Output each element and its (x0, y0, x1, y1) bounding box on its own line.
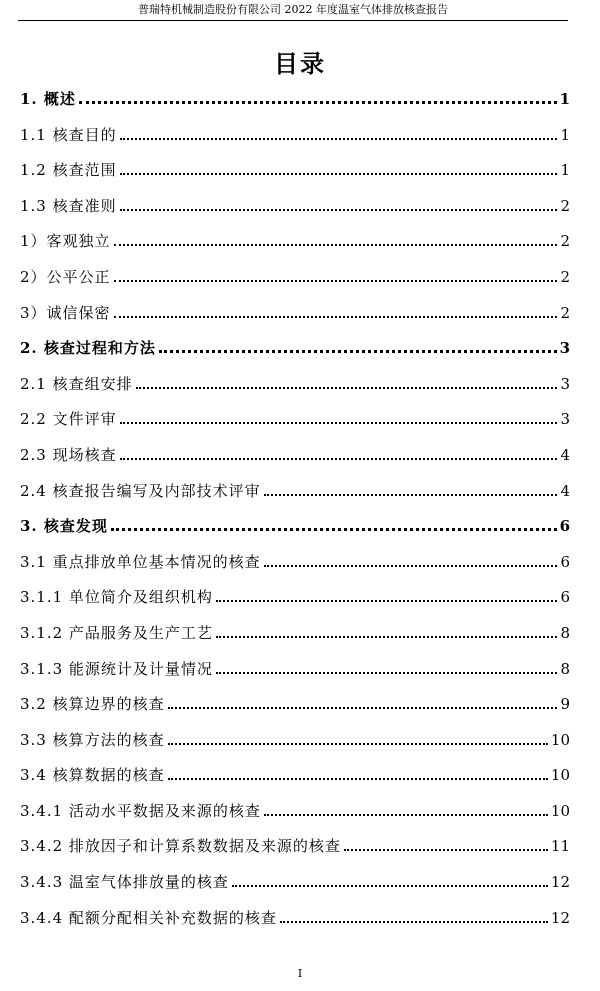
toc-entry[interactable] (20, 408, 570, 444)
toc-dot-leader (114, 232, 558, 246)
toc-entry-label: 3.1 重点排放单位基本情况的核查 (20, 552, 261, 571)
toc-entry-page: 4 (560, 445, 570, 464)
page-header: 普瑞特机械制造股份有限公司 2022 年度温室气体排放核查报告 (18, 3, 568, 21)
toc-entry-page: 10 (550, 730, 570, 749)
toc-entry[interactable] (20, 551, 570, 587)
toc-dot-leader (264, 482, 558, 496)
toc-dot-leader (264, 553, 558, 567)
toc-dot-leader (216, 624, 558, 638)
toc-dot-leader (114, 304, 558, 318)
toc-entry-page: 6 (560, 552, 570, 571)
toc-dot-leader (120, 446, 558, 460)
toc-entry[interactable] (20, 444, 570, 480)
toc-dot-leader (159, 338, 557, 353)
toc-entry-page: 2 (560, 267, 570, 286)
toc-entry[interactable] (20, 230, 570, 266)
toc-entry-label: 3. 核查发现 (20, 517, 108, 536)
toc-entry-label: 1.2 核查范围 (20, 161, 117, 180)
table-of-contents (20, 88, 570, 942)
toc-entry-page: 2 (560, 196, 570, 215)
toc-entry-page: 8 (560, 623, 570, 642)
toc-entry-label: 3.4.2 排放因子和计算系数数据及来源的核查 (20, 837, 341, 856)
toc-dot-leader (120, 197, 558, 211)
toc-dot-leader (216, 588, 558, 602)
toc-entry-label: 2. 核查过程和方法 (20, 339, 156, 358)
toc-entry-label: 1.3 核查准则 (20, 196, 117, 215)
toc-entry[interactable] (20, 480, 570, 516)
toc-entry-label: 1）客观独立 (20, 232, 111, 251)
toc-entry[interactable] (20, 515, 570, 551)
toc-entry[interactable] (20, 871, 570, 907)
page-number: I (297, 967, 303, 980)
toc-entry-page: 4 (560, 481, 570, 500)
page-title: 目录 (274, 49, 326, 78)
toc-entry[interactable] (20, 693, 570, 729)
toc-entry-page: 2 (560, 232, 570, 251)
toc-entry[interactable] (20, 800, 570, 836)
toc-entry-label: 3.4.4 配额分配相关补充数据的核查 (20, 908, 277, 927)
toc-entry-label: 1. 概述 (20, 90, 76, 108)
toc-entry-label: 3.3 核算方法的核查 (20, 730, 165, 749)
toc-entry-label: 2.1 核查组安排 (20, 374, 133, 393)
toc-entry[interactable] (20, 622, 570, 658)
toc-dot-leader (114, 268, 558, 282)
toc-entry-label: 1.1 核查目的 (20, 125, 117, 144)
toc-entry-page: 2 (560, 303, 570, 322)
toc-entry[interactable] (20, 337, 570, 373)
toc-entry-label: 3.1.3 能源统计及计量情况 (20, 659, 213, 678)
toc-entry-label: 3.1.1 单位简介及组织机构 (20, 588, 213, 607)
toc-entry-page: 1 (560, 161, 570, 180)
toc-entry[interactable] (20, 586, 570, 622)
toc-entry-label: 3）诚信保密 (20, 303, 111, 322)
toc-entry[interactable] (20, 88, 570, 124)
toc-dot-leader (264, 802, 548, 816)
toc-entry[interactable] (20, 266, 570, 302)
toc-entry-page: 3 (560, 374, 570, 393)
toc-dot-leader (168, 766, 548, 780)
toc-dot-leader (111, 516, 557, 531)
toc-entry[interactable] (20, 195, 570, 231)
toc-entry[interactable] (20, 302, 570, 338)
toc-entry[interactable] (20, 835, 570, 871)
toc-dot-leader (120, 126, 558, 140)
toc-entry[interactable] (20, 907, 570, 943)
toc-entry-page: 1 (559, 90, 570, 108)
toc-entry-page: 6 (560, 588, 570, 607)
toc-entry-page: 11 (550, 837, 570, 856)
toc-entry-page: 10 (550, 766, 570, 785)
toc-entry-label: 3.4.1 活动水平数据及来源的核查 (20, 801, 261, 820)
toc-dot-leader (232, 873, 548, 887)
toc-entry[interactable] (20, 124, 570, 160)
toc-dot-leader (344, 837, 548, 851)
toc-dot-leader (280, 909, 548, 923)
toc-entry[interactable] (20, 159, 570, 195)
toc-entry-page: 9 (560, 695, 570, 714)
toc-dot-leader (79, 89, 557, 104)
toc-entry[interactable] (20, 729, 570, 765)
toc-entry[interactable] (20, 373, 570, 409)
toc-entry-label: 2.3 现场核查 (20, 445, 117, 464)
toc-entry-page: 10 (550, 801, 570, 820)
toc-entry[interactable] (20, 764, 570, 800)
toc-entry-page: 3 (560, 410, 570, 429)
toc-entry-label: 3.2 核算边界的核查 (20, 695, 165, 714)
toc-dot-leader (120, 161, 558, 175)
toc-entry-page: 12 (550, 908, 570, 927)
toc-entry-label: 2）公平公正 (20, 267, 111, 286)
toc-dot-leader (216, 660, 558, 674)
toc-entry-page: 12 (550, 873, 570, 892)
toc-entry-page: 1 (560, 125, 570, 144)
toc-dot-leader (120, 410, 558, 424)
toc-entry[interactable] (20, 658, 570, 694)
toc-entry-page: 6 (559, 517, 570, 536)
toc-dot-leader (168, 695, 558, 709)
toc-dot-leader (168, 731, 548, 745)
toc-entry-page: 3 (559, 339, 570, 358)
toc-entry-label: 3.1.2 产品服务及生产工艺 (20, 623, 213, 642)
toc-dot-leader (136, 375, 558, 389)
toc-entry-label: 2.4 核查报告编写及内部技术评审 (20, 481, 261, 500)
toc-entry-label: 3.4.3 温室气体排放量的核查 (20, 873, 229, 892)
toc-entry-label: 3.4 核算数据的核查 (20, 766, 165, 785)
toc-entry-label: 2.2 文件评审 (20, 410, 117, 429)
toc-entry-page: 8 (560, 659, 570, 678)
